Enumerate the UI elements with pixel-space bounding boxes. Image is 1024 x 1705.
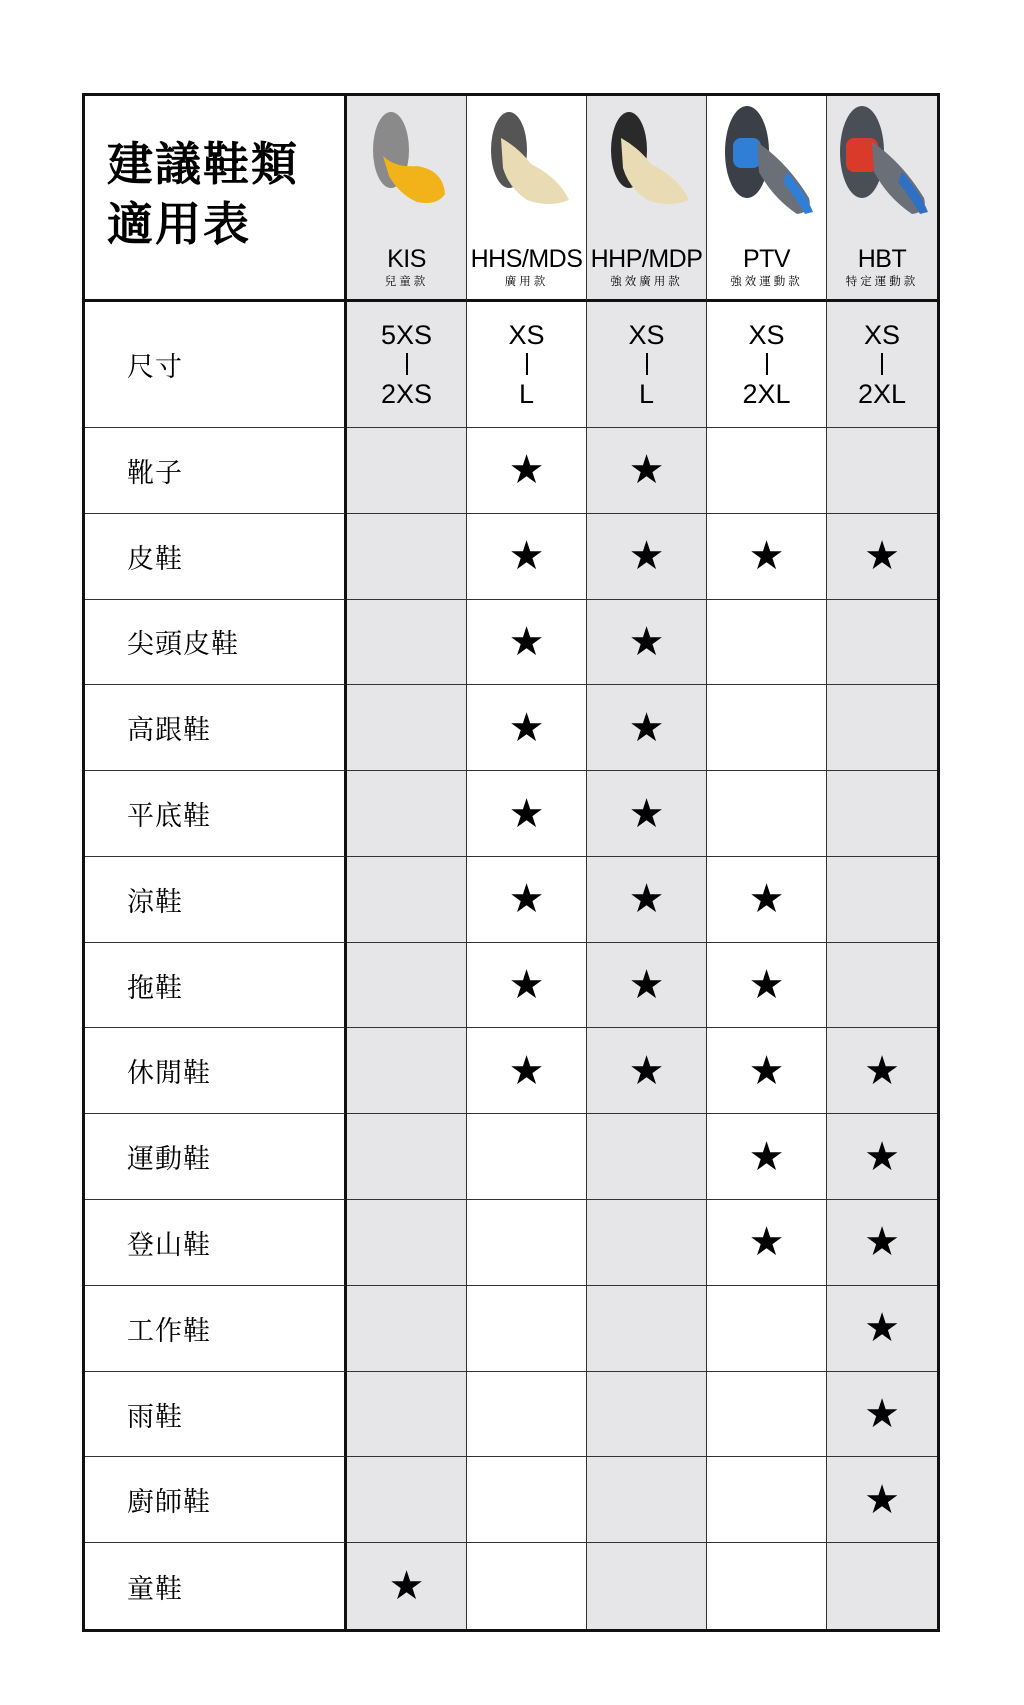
suitability-cell [707,857,827,943]
suitability-cell [587,771,707,857]
title-line-2: 適用表 [107,197,251,251]
product-code: HBT [857,245,907,273]
suitability-cell [707,1286,827,1372]
product-subtitle: 強效廣用款 [610,274,683,288]
suitability-cell [827,600,937,686]
suitability-cell [827,857,937,943]
star-icon: ★ [748,533,785,580]
insole-icon [832,102,932,218]
table-title-cell [85,96,347,302]
product-code: PTV [742,245,791,273]
size-to: L [638,379,655,409]
product-subtitle: 廣用款 [504,274,549,288]
star-icon: ★ [748,876,785,923]
insole-icon [599,108,695,208]
product-header-hhp-mdp [587,96,707,302]
suitability-cell [467,685,587,771]
table-row-label-cell [85,857,347,943]
suitability-cell [587,857,707,943]
size-to: 2XS [380,379,433,409]
size-from: XS [628,320,665,350]
suitability-cell [587,1200,707,1286]
star-icon: ★ [628,1047,665,1094]
table-row-label-cell [85,685,347,771]
suitability-cell [347,514,467,600]
product-header-kis [347,96,467,302]
star-icon: ★ [628,790,665,837]
size-range-divider [881,353,883,375]
table-row-label-cell [85,428,347,514]
suitability-cell [587,1457,707,1543]
star-icon: ★ [508,618,545,665]
suitability-cell [707,428,827,514]
suitability-cell [467,857,587,943]
suitability-cell [467,1286,587,1372]
suitability-cell [827,1114,937,1200]
size-range-ptv [707,302,827,428]
table-row-label-cell [85,771,347,857]
suitability-cell [707,1028,827,1114]
size-to: L [518,379,535,409]
size-range-hhs-mds [467,302,587,428]
table-row-label-cell [85,1286,347,1372]
star-icon: ★ [628,704,665,751]
suitability-cell [347,600,467,686]
product-subtitle: 兒童款 [384,274,429,288]
table-title [85,96,299,254]
suitability-cell [827,1200,937,1286]
table-row-label-cell [85,1543,347,1629]
star-icon: ★ [628,447,665,494]
size-from: XS [863,320,901,350]
table-grid [85,96,937,1629]
product-header-ptv [707,96,827,302]
suitability-cell [347,771,467,857]
suitability-cell [587,685,707,771]
star-icon: ★ [748,1047,785,1094]
size-range-hhp-mdp [587,302,707,428]
shoe-type-label: 涼鞋 [127,886,183,918]
shoe-type-label: 休閒鞋 [127,1058,211,1090]
product-code: HHS/MDS [470,245,583,273]
size-from: 5XS [380,320,433,350]
suitability-cell [827,1543,937,1629]
star-icon: ★ [864,1219,900,1266]
star-icon: ★ [628,618,665,665]
suitability-cell [707,1543,827,1629]
suitability-cell [347,1457,467,1543]
table-row-label-cell [85,1372,347,1458]
suitability-cell [827,1286,937,1372]
suitability-cell [827,771,937,857]
suitability-cell [587,600,707,686]
shoe-type-label: 童鞋 [127,1573,183,1605]
suitability-cell [827,943,937,1029]
star-icon: ★ [748,1133,785,1180]
shoe-type-label: 平底鞋 [127,801,211,833]
suitability-cell [347,1028,467,1114]
suitability-cell [707,1200,827,1286]
star-icon: ★ [748,1219,785,1266]
suitability-cell [707,943,827,1029]
size-label: 尺寸 [127,352,183,383]
star-icon: ★ [864,1391,900,1438]
suitability-cell [467,600,587,686]
suitability-cell [587,1114,707,1200]
star-icon: ★ [508,790,545,837]
suitability-cell [827,1457,937,1543]
shoe-type-label: 靴子 [127,457,183,489]
star-icon: ★ [388,1563,425,1610]
size-range-divider [526,353,528,375]
shoe-type-label: 運動鞋 [127,1144,211,1176]
suitability-cell [827,685,937,771]
table-row-label-cell [85,514,347,600]
star-icon: ★ [864,1305,900,1352]
suitability-cell [827,514,937,600]
shoe-type-label: 尖頭皮鞋 [127,629,239,661]
suitability-cell [587,1028,707,1114]
suitability-cell [587,943,707,1029]
size-from: XS [508,320,545,350]
suitability-cell [467,1457,587,1543]
suitability-cell [707,771,827,857]
product-subtitle: 強效運動款 [730,274,803,288]
suitability-cell [827,1028,937,1114]
suitability-cell [467,428,587,514]
suitability-cell [467,514,587,600]
suitability-cell [707,1457,827,1543]
product-subtitle: 特定運動款 [845,274,919,288]
suitability-cell [707,514,827,600]
suitability-cell [467,1543,587,1629]
star-icon: ★ [508,704,545,751]
suitability-cell [467,943,587,1029]
suitability-cell [587,514,707,600]
star-icon: ★ [864,1047,900,1094]
suitability-cell [467,1372,587,1458]
title-line-1: 建議鞋類 [107,137,299,191]
star-icon: ★ [508,1047,545,1094]
shoe-type-label: 廚師鞋 [127,1487,211,1519]
suitability-cell [587,1372,707,1458]
suitability-cell [707,685,827,771]
table-row-label-cell [85,943,347,1029]
shoe-type-label: 登山鞋 [127,1229,211,1261]
size-to: 2XL [742,379,791,409]
suitability-cell [347,1286,467,1372]
suitability-cell [467,1114,587,1200]
size-from: XS [748,320,785,350]
suitability-cell [347,685,467,771]
shoe-type-label: 雨鞋 [127,1401,183,1433]
product-header-hhs-mds [467,96,587,302]
size-range-hbt [827,302,937,428]
star-icon: ★ [628,962,665,1009]
size-label-cell [85,302,347,428]
star-icon: ★ [508,447,545,494]
table-row-label-cell [85,1200,347,1286]
suitability-cell [467,1028,587,1114]
suitability-cell [467,1200,587,1286]
table-row-label-cell [85,1028,347,1114]
size-to: 2XL [857,379,907,409]
table-row-label-cell [85,1114,347,1200]
size-range-divider [406,353,408,375]
star-icon: ★ [508,962,545,1009]
suitability-cell [587,1543,707,1629]
product-code: HHP/MDP [590,245,703,273]
star-icon: ★ [864,1133,900,1180]
product-header-hbt [827,96,937,302]
suitability-cell [587,1286,707,1372]
suitability-cell [707,1114,827,1200]
star-icon: ★ [628,533,665,580]
shoe-type-label: 拖鞋 [127,972,183,1004]
shoe-compatibility-table [82,93,940,1632]
size-range-divider [646,353,648,375]
shoe-type-label: 高跟鞋 [127,715,211,747]
star-icon: ★ [748,962,785,1009]
suitability-cell [827,1372,937,1458]
star-icon: ★ [508,533,545,580]
suitability-cell [707,600,827,686]
insole-icon [365,108,449,208]
suitability-cell [827,428,937,514]
star-icon: ★ [508,876,545,923]
suitability-cell [707,1372,827,1458]
table-row-label-cell [85,1457,347,1543]
suitability-cell [347,1543,467,1629]
insole-icon [479,108,575,208]
suitability-cell [347,1372,467,1458]
suitability-cell [467,771,587,857]
insole-icon [717,102,817,218]
size-range-kis [347,302,467,428]
star-icon: ★ [864,1476,900,1523]
size-range-divider [766,353,768,375]
suitability-cell [347,857,467,943]
star-icon: ★ [864,533,900,580]
suitability-cell [347,943,467,1029]
suitability-cell [347,1200,467,1286]
shoe-type-label: 工作鞋 [127,1315,211,1347]
product-code: KIS [387,245,426,273]
shoe-type-label: 皮鞋 [127,543,183,575]
suitability-cell [587,428,707,514]
table-row-label-cell [85,600,347,686]
star-icon: ★ [628,876,665,923]
suitability-cell [347,428,467,514]
suitability-cell [347,1114,467,1200]
